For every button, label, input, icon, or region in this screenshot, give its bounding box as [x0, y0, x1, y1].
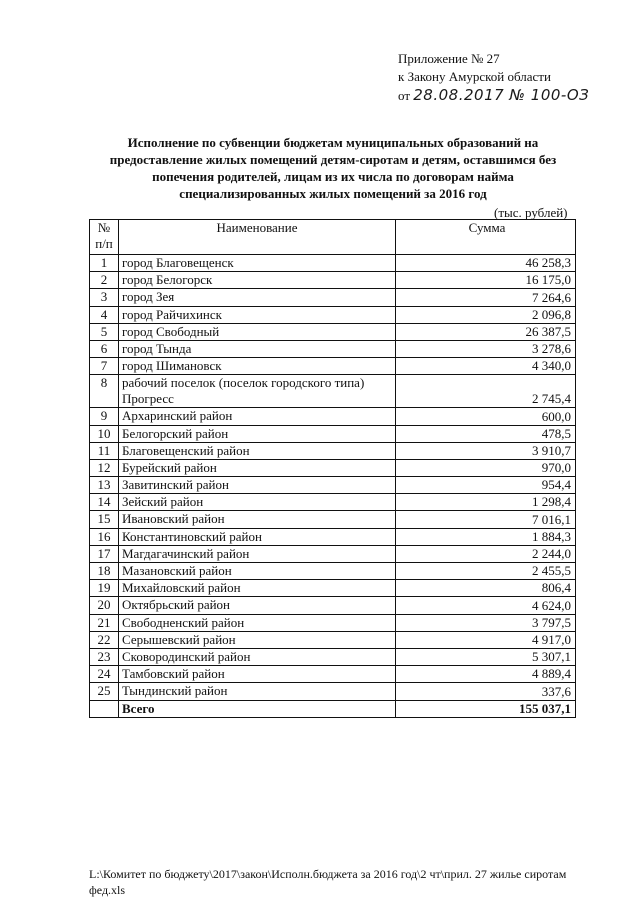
- row-name: город Шимановск: [119, 358, 396, 375]
- units-label: (тыс. рублей): [494, 205, 568, 220]
- row-sum: 2 745,4: [396, 375, 576, 408]
- table-row: [90, 563, 576, 580]
- row-name: Завитинский район: [119, 477, 396, 494]
- attachment-number: Приложение № 27: [398, 51, 500, 66]
- table-row: [90, 477, 576, 494]
- table-row: [90, 408, 576, 425]
- subvention-table: [89, 219, 576, 718]
- row-sum: 4 889,4: [396, 666, 576, 683]
- row-sum: 2 455,5: [396, 563, 576, 580]
- row-number: 23: [90, 648, 119, 665]
- row-number: 19: [90, 580, 119, 597]
- row-sum: 2 244,0: [396, 545, 576, 562]
- header-sum: Сумма: [396, 220, 576, 255]
- row-sum: 7 016,1: [396, 511, 576, 528]
- row-number: 9: [90, 408, 119, 425]
- row-name: Октябрьский район: [119, 597, 396, 614]
- row-sum: 600,0: [396, 408, 576, 425]
- row-sum: 1 884,3: [396, 528, 576, 545]
- row-name: Бурейский район: [119, 459, 396, 476]
- table-row: [90, 683, 576, 700]
- table-row: [90, 459, 576, 476]
- row-name: Сковородинский район: [119, 648, 396, 665]
- row-number: 16: [90, 528, 119, 545]
- row-name: Белогорский район: [119, 425, 396, 442]
- row-sum: 4 340,0: [396, 358, 576, 375]
- table-row: [90, 425, 576, 442]
- table-row: [90, 289, 576, 306]
- row-number: [90, 700, 119, 717]
- row-number: 24: [90, 666, 119, 683]
- row-sum: 46 258,3: [396, 255, 576, 272]
- row-sum: 155 037,1: [396, 700, 576, 717]
- row-number: 11: [90, 442, 119, 459]
- row-number: 5: [90, 323, 119, 340]
- row-number: 6: [90, 340, 119, 357]
- row-sum: 4 917,0: [396, 631, 576, 648]
- table-row: [90, 648, 576, 665]
- total-row: [90, 700, 576, 717]
- row-number: 21: [90, 614, 119, 631]
- row-name: город Райчихинск: [119, 306, 396, 323]
- table-row: [90, 614, 576, 631]
- row-number: 8: [90, 375, 119, 408]
- row-sum: 4 624,0: [396, 597, 576, 614]
- row-name: Тамбовский район: [119, 666, 396, 683]
- table-row: [90, 340, 576, 357]
- row-number: 3: [90, 289, 119, 306]
- attachment-law: к Закону Амурской области: [398, 69, 551, 84]
- row-sum: 3 278,6: [396, 340, 576, 357]
- row-name: город Белогорск: [119, 272, 396, 289]
- row-name: Благовещенский район: [119, 442, 396, 459]
- row-name: Архаринский район: [119, 408, 396, 425]
- row-name: Ивановский район: [119, 511, 396, 528]
- row-sum: 5 307,1: [396, 648, 576, 665]
- row-number: 4: [90, 306, 119, 323]
- table-row: [90, 358, 576, 375]
- attachment-block: [398, 50, 589, 105]
- row-name: рабочий поселок (поселок городского типа) Прогресс: [119, 375, 396, 408]
- row-sum: 970,0: [396, 459, 576, 476]
- table-row: [90, 528, 576, 545]
- row-number: 25: [90, 683, 119, 700]
- header-name: Наименование: [119, 220, 396, 255]
- row-sum: 337,6: [396, 683, 576, 700]
- table-row: [90, 375, 576, 408]
- row-sum: 806,4: [396, 580, 576, 597]
- row-sum: 954,4: [396, 477, 576, 494]
- table-row: [90, 272, 576, 289]
- row-name: Всего: [119, 700, 396, 717]
- row-name: Зейский район: [119, 494, 396, 511]
- file-path-footer: L:\Комитет по бюджету\2017\закон\Исполн.бюджета за 2016 год\2 чт\прил. 27 жилье сиротам фед.xls: [89, 867, 567, 897]
- row-number: 20: [90, 597, 119, 614]
- row-name: город Свободный: [119, 323, 396, 340]
- row-number: 10: [90, 425, 119, 442]
- row-sum: 7 264,6: [396, 289, 576, 306]
- row-sum: 1 298,4: [396, 494, 576, 511]
- table-row: [90, 306, 576, 323]
- header-number: № п/п: [90, 220, 119, 255]
- table-body: [90, 255, 576, 718]
- row-number: 13: [90, 477, 119, 494]
- row-sum: 478,5: [396, 425, 576, 442]
- row-sum: 3 797,5: [396, 614, 576, 631]
- row-name: Магдагачинский район: [119, 545, 396, 562]
- row-name: город Зея: [119, 289, 396, 306]
- row-name: Серышевский район: [119, 631, 396, 648]
- row-name: Свободненский район: [119, 614, 396, 631]
- row-name: город Благовещенск: [119, 255, 396, 272]
- row-number: 7: [90, 358, 119, 375]
- row-number: 17: [90, 545, 119, 562]
- attachment-date-line: [398, 86, 589, 105]
- row-number: 1: [90, 255, 119, 272]
- table-row: [90, 545, 576, 562]
- table-row: [90, 597, 576, 614]
- row-number: 12: [90, 459, 119, 476]
- table-row: [90, 631, 576, 648]
- table-row: [90, 511, 576, 528]
- handwritten-date-number: 28.08.2017 № 100-ОЗ: [413, 86, 590, 104]
- table-row: [90, 580, 576, 597]
- table-row: [90, 323, 576, 340]
- row-sum: 2 096,8: [396, 306, 576, 323]
- row-name: город Тында: [119, 340, 396, 357]
- attachment-date-prefix: от: [398, 88, 411, 103]
- table-row: [90, 442, 576, 459]
- row-name: Тындинский район: [119, 683, 396, 700]
- row-number: 2: [90, 272, 119, 289]
- row-sum: 16 175,0: [396, 272, 576, 289]
- table-row: [90, 666, 576, 683]
- row-number: 18: [90, 563, 119, 580]
- row-sum: 26 387,5: [396, 323, 576, 340]
- row-number: 15: [90, 511, 119, 528]
- table-header-row: [90, 220, 576, 255]
- row-number: 14: [90, 494, 119, 511]
- row-sum: 3 910,7: [396, 442, 576, 459]
- table-row: [90, 494, 576, 511]
- row-name: Мазановский район: [119, 563, 396, 580]
- row-name: Константиновский район: [119, 528, 396, 545]
- row-name: Михайловский район: [119, 580, 396, 597]
- table-row: [90, 255, 576, 272]
- document-title: Исполнение по субвенции бюджетам муниципальных образований на предоставление жилых помещений детям-сиротам и детям, оставшимся без попечения родителей, лицам из их числа по договорам найма специализированных жилых помещений за 2016 год: [109, 135, 557, 201]
- row-number: 22: [90, 631, 119, 648]
